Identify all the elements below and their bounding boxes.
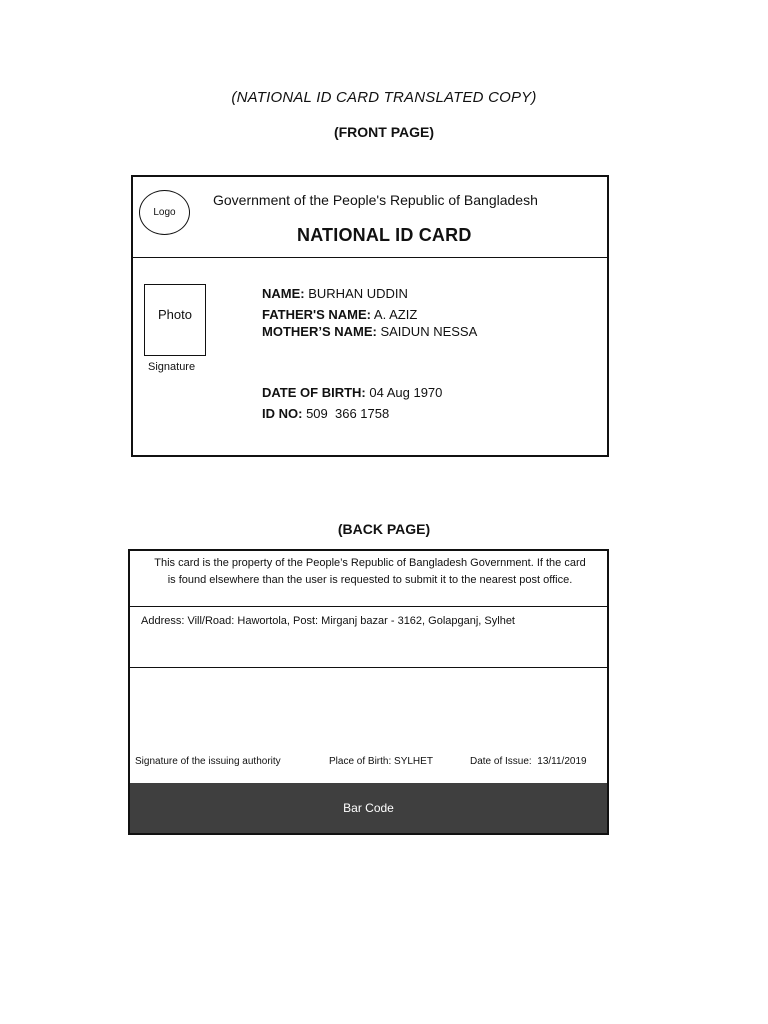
address-line: Address: Vill/Road: Hawortola, Post: Mirganj bazar - 3162, Golapganj, Sylhet — [141, 615, 515, 627]
mother-name-field — [262, 324, 477, 339]
date-of-issue: Date of Issue: 13/11/2019 — [470, 756, 587, 767]
address-divider — [130, 667, 607, 668]
mother-name-label: MOTHER’S NAME: — [262, 324, 377, 339]
logo-label: Logo — [153, 207, 176, 218]
back-page-heading: (BACK PAGE) — [337, 521, 431, 537]
father-name-label: FATHER'S NAME: — [262, 307, 372, 322]
notice-line-1: This card is the property of the People’s Republic of Bangladesh Government. If the card — [154, 557, 586, 569]
date-of-birth-value: 04 Aug 1970 — [369, 385, 443, 400]
document-title: (NATIONAL ID CARD TRANSLATED COPY) — [231, 89, 537, 106]
front-page-heading: (FRONT PAGE) — [333, 124, 435, 140]
id-number-label: ID NO: — [262, 406, 303, 421]
notice-line-2: is found elsewhere than the user is requested to submit it to the nearest post office. — [167, 574, 573, 586]
name-field — [262, 286, 408, 301]
back-card — [128, 549, 609, 835]
barcode-strip — [130, 783, 607, 833]
signature-label: Signature — [148, 361, 196, 373]
card-title: NATIONAL ID CARD — [297, 225, 472, 245]
front-card — [131, 175, 609, 457]
notice-divider — [130, 606, 607, 607]
logo-placeholder — [139, 190, 190, 235]
father-name-value: A. AZIZ — [373, 307, 418, 322]
id-number-field — [262, 406, 389, 421]
date-of-birth-label: DATE OF BIRTH: — [262, 385, 366, 400]
government-line: Government of the People's Republic of Bangladesh — [213, 192, 538, 208]
header-divider — [133, 257, 607, 258]
name-value: BURHAN UDDIN — [308, 286, 408, 301]
id-number-value: 509 366 1758 — [306, 406, 390, 421]
issuing-authority-signature-label: Signature of the issuing authority — [135, 756, 281, 767]
mother-name-value: SAIDUN NESSA — [380, 324, 478, 339]
father-name-field — [262, 307, 417, 322]
barcode-label: Bar Code — [343, 801, 394, 815]
place-of-birth: Place of Birth: SYLHET — [329, 756, 433, 767]
date-of-birth-field — [262, 385, 442, 400]
photo-label: Photo — [158, 307, 192, 322]
property-notice — [136, 555, 604, 589]
name-label: NAME: — [262, 286, 305, 301]
photo-placeholder — [144, 284, 206, 356]
